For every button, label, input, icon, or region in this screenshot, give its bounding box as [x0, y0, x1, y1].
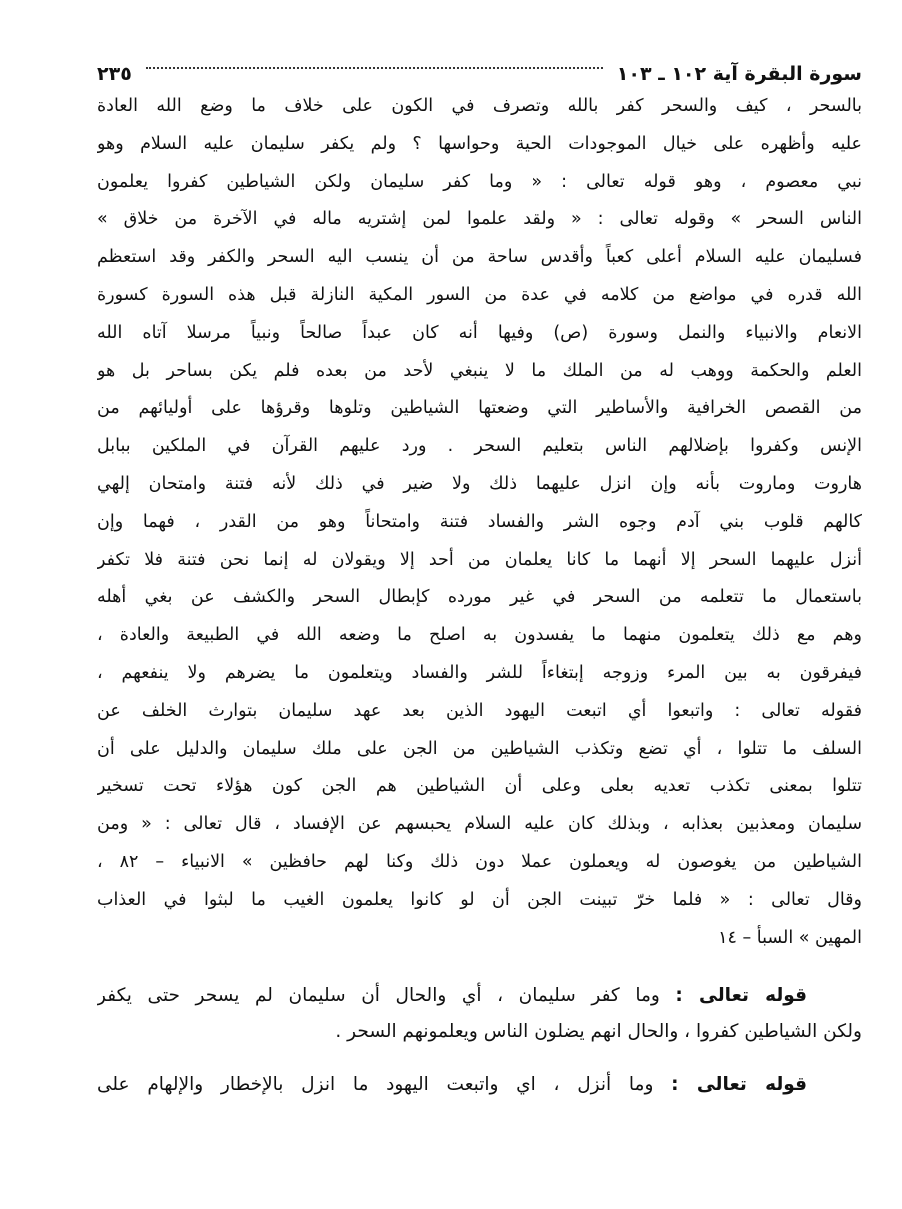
dotted-leader — [146, 67, 603, 69]
text-line: الانعام والانبياء والنمل وسورة (ص) وفيها أنه كان عبداً صالحاً ونبياً مرسلا آتاه الله — [97, 322, 862, 343]
text-line: الله قدره في مواضع من كلامه في عدة من السور المكية النازلة قبل هذه السورة كسورة — [97, 284, 862, 305]
text-line: الإنس وكفروا بإضلالهم الناس بتعليم السحر . ورد عليهم القرآن في الملكين ببابل — [97, 436, 862, 457]
text-line: سليمان ومعذبين بعذابه ، وبذلك كان عليه السلام يحبسهم عن الإفساد ، قال تعالى : « ومن — [97, 814, 862, 835]
verse-lead: قوله تعالى : — [671, 1074, 808, 1095]
text-line: فيفرقون به بين المرء وزوجه إبتغاءاً للشر والفساد ويتعلمون ما يضرهم ولا ينفعهم ، — [97, 662, 862, 683]
page-number: ٢٣٥ — [97, 63, 132, 85]
running-header-title: سورة البقرة آية ١٠٢ ـ ١٠٣ — [616, 63, 862, 85]
text-line: فقوله تعالى : واتبعوا أي اتبعت اليهود الذين بعد عهد سليمان بتوارث الخلف عن — [97, 700, 862, 721]
text-line: تتلوا بمعنى تكذب تعديه بعلى وعلى أن الشياطين هم الجن كون هؤلاء تحت تسخير — [97, 776, 862, 797]
text-line: عليه وأظهره على خيال الموجودات الحية وحواسها ؟ ولم يكفر سليمان عليه السلام وهو — [97, 133, 862, 154]
text-line: العلم والحكمة ووهب له من الملك ما لا ينبغي لأحد من بعده فلم يكن بساحر بل هو — [97, 360, 862, 381]
text-line: المهين » السبأ – ١٤ — [718, 927, 862, 948]
text-line: كالهم قلوب بني آدم وجوه الشر والفساد فتنة وامتحاناً وهو من القدر ، فهما وإن — [97, 511, 862, 532]
text-line: من القصص الخرافية والأساطير التي وضعتها الشياطين وتلوها وقرؤها على أوليائهم من — [97, 398, 862, 419]
text-line: الشياطين من يغوصون له ويعملون عملا دون ذلك وكنا لهم حافظين » الانبياء – ٨٢ ، — [97, 851, 862, 872]
text-line: أنزل عليهما السحر إلا أنهما ما كانا يعلمان من أحد إلا ويقولان له إنما نحن فتنة فلا تكفر — [97, 549, 862, 570]
text-line: نبي معصوم ، وهو قوله تعالى : « وما كفر سليمان ولكن الشياطين كفروا يعلمون — [97, 171, 862, 192]
text-line: ولكن الشياطين كفروا ، والحال انهم يضلون الناس ويعلمونهم السحر . — [335, 1021, 862, 1042]
text-line: هاروت وماروت بأنه وإن انزل عليهما ذلك ولا ضير في ذلك لأنه فتنة وامتحان إلهي — [97, 473, 862, 494]
commentary-paragraph-3 — [97, 1067, 862, 1103]
commentary-paragraph-2 — [97, 978, 862, 1050]
text-line: السلف ما تتلوا ، أي تضع وتكذب الشياطين من الجن على ملك سليمان والدليل على أن — [97, 738, 862, 759]
text-line: فسليمان عليه السلام أعلى كعباً وأقدس ساحة من أن ينسب اليه السحر والكفر وقد استعظم — [97, 247, 862, 268]
line-text: وما أنزل ، اي واتبعت اليهود ما انزل بالإخطار والإلهام على — [97, 1074, 672, 1095]
text-line: بالسحر ، كيف والسحر كفر بالله وتصرف في الكون على خلاف ما وضع الله العادة — [97, 96, 862, 116]
text-line: باستعمال ما تتعلمه من السحر في غير مورده كإبطال السحر والكشف عن بغي أهله — [97, 587, 862, 608]
line-text: وما كفر سليمان ، أي والحال أن سليمان لم يسحر حتى يكفر — [97, 985, 676, 1006]
text-line: وهم مع ذلك يتعلمون منهما ما يفسدون به اصلح ما وضعه الله في الطبيعة والعادة ، — [97, 625, 862, 646]
running-header — [97, 58, 862, 90]
main-paragraph — [97, 88, 862, 957]
text-line: وقال تعالى : « فلما خرّ تبينت الجن أن لو كانوا يعلمون الغيب ما لبثوا في العذاب — [97, 889, 862, 910]
text-line: الناس السحر » وقوله تعالى : « ولقد علموا لمن إشتريه ماله في الآخرة من خلاق » — [97, 209, 862, 230]
verse-lead: قوله تعالى : — [675, 985, 808, 1006]
text-line — [97, 1067, 862, 1103]
text-line — [97, 978, 862, 1014]
